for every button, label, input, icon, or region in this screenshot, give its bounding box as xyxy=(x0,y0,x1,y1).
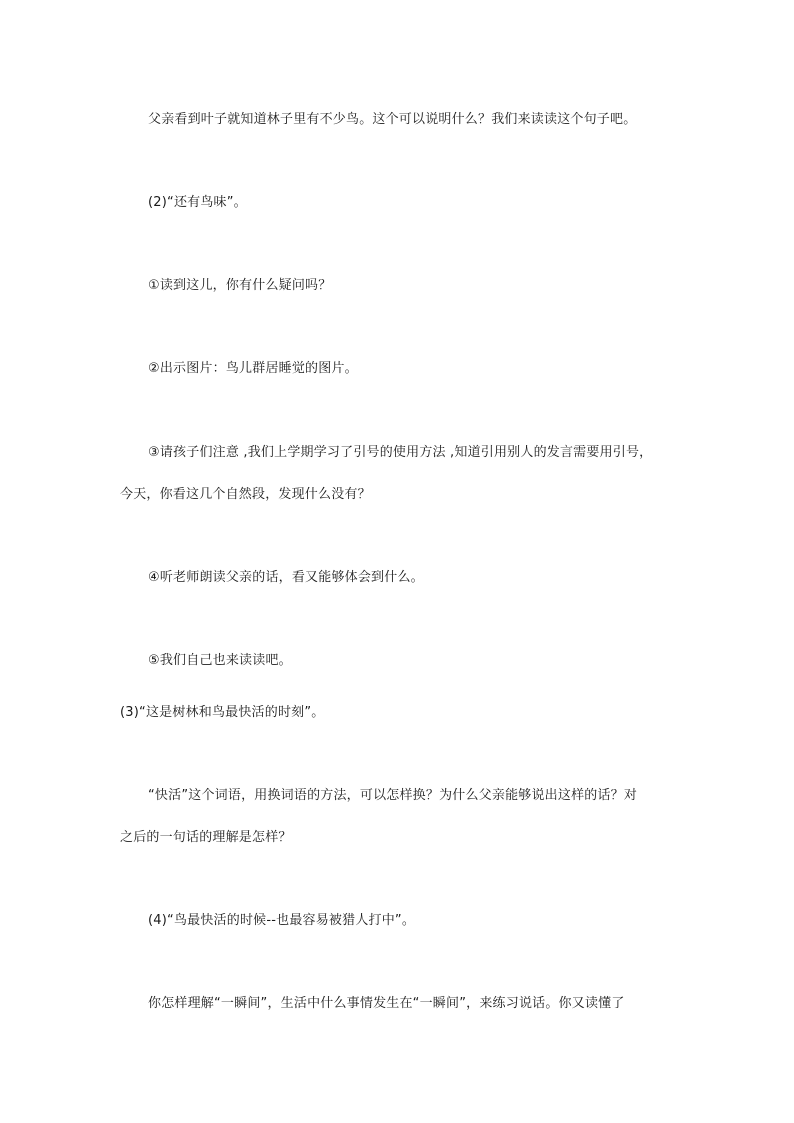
paragraph-line: ③请孩子们注意 ,我们上学期学习了引号的使用方法 ,知道引用别人的发言需要用引号， xyxy=(148,445,653,460)
paragraph-line: ⑤我们自己也来读读吧。 xyxy=(148,653,292,668)
paragraph-line: (4)“鸟最快活的时候--也最容易被猎人打中”。 xyxy=(148,913,416,928)
paragraph-line: 你怎样理解“一瞬间”，生活中什么事情发生在“一瞬间”，来练习说话。你又读懂了 xyxy=(148,996,625,1011)
paragraph-line: 今天，你看这几个自然段，发现什么没有？ xyxy=(120,487,371,502)
paragraph-line: 之后的一句话的理解是怎样？ xyxy=(120,830,292,845)
paragraph-line: (3)“这是树林和鸟最快活的时刻”。 xyxy=(120,705,325,720)
paragraph-line: 父亲看到叶子就知道林子里有不少鸟。这个可以说明什么？我们来读读这个句子吧。 xyxy=(148,112,637,127)
paragraph-line: (2)“还有鸟味”。 xyxy=(148,195,247,210)
paragraph-line: “快活”这个词语，用换词语的方法，可以怎样换？为什么父亲能够说出这样的话？对 xyxy=(148,788,638,803)
paragraph-line: ②出示图片：鸟儿群居睡觉的图片。 xyxy=(148,361,358,376)
paragraph-line: ④听老师朗读父亲的话，看又能够体会到什么。 xyxy=(148,570,424,585)
paragraph-line: ①读到这儿，你有什么疑问吗？ xyxy=(148,278,332,293)
